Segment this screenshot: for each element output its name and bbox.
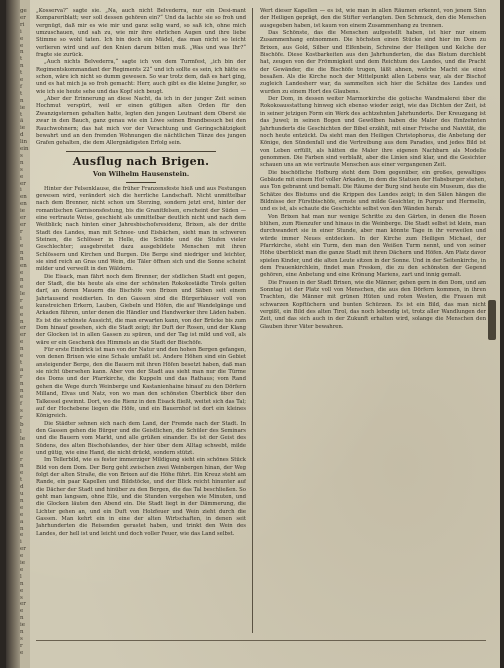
edge-fragment: d bbox=[20, 132, 24, 139]
paragraph: Für erste Eindrick ist man von der Natur und den hohen Bergen gefangen, von denen Brixen wie eine Schale umfaßt ist. Andere Höhen sind ein Gebiet ansteigender Berge, den die Bauern mit ihren Höfen besetzt haben, daß man sie nicht übersehen kann. Aber von der Stadt aus sieht man nur die Türme des Doms und der Pfarrkirche, die Kuppeln und das Rathaus; vom Rand gehen die Wege durch Weinberge und Kastanienhaine hinauf zu den Dörfern Milland, Elvas und Natz, von wo man den schönsten Überblick über den Talkessel gewinnt. Dort, wo die Rienz in den Eisack fließt, weitet sich das Tal; auf der Hochebene liegen die Höfe, und ein Bauernhof ist dort ein kleines Königreich. bbox=[36, 347, 246, 420]
title-rule bbox=[126, 182, 156, 183]
paragraph: Die Eisack, man fährt noch dem Brenner, der südlichen Stadt ent gegen, der Stadt, die bis heute als eine der schönsten Rokokostädte Tirols gelten darf, an deren Mauern die Bischöfe von Brixen und Säben seit einem Jahrtausend residierten. In den Gassen sind die Bürgerhäuser voll von kunstreichen Erkern, Lauben, Giebeln und Höfen, die auf Wandelgänge und Arkaden führen, unter denen die Händler und Handwerker ihre Läden haben. Es ist die schönste Aussicht, die man erwarten kann, von der Brücke bis zum Dom hinauf gesehen, sich die Stadt zeigt; ihr Duft der Rosen, und der Klang der Glocken ist in allen Gassen zu spüren, und der Tag ist mild und voll, als wäre er ein Geschenk des Himmels an die Stadt der Bischöfe. bbox=[36, 273, 246, 346]
footer-rule bbox=[36, 640, 486, 651]
paragraph: Die bischöfliche Hofburg steht dem Dom gegenüber, ein großes, gewaltiges Gebäude mit einem Hof voller Arkaden, in dem die Statuen der Habsburger stehen, aus Ton gebrannt und bemalt. Die Räume der Burg sind heute ein Museum, das die Schätze des Bistums und die Krippen des Landes zeigt; in den Sälen hängen die Bildnisse der Fürstbischöfe, ernste und milde Gesichter, in Purpur und Hermelin, und es ist, als schaute die Geschichte selbst von den Wänden herab. bbox=[260, 169, 486, 213]
edge-fragment: le bbox=[20, 435, 26, 442]
edge-fragment: f bbox=[20, 83, 23, 90]
edge-fragment: n bbox=[20, 442, 24, 449]
edge-fragment: n bbox=[20, 63, 24, 70]
paragraph: Der Dom, in dessen weiter Marmorkirche die gotische Wandmalerei über die Rokokoausstattung hinweg sich ebenso wieder zeigt, wie das Dichten der Zeit, ist in seiner jetzigen Form ein Werk des achtzehnten Jahrhunderts. Der Kreuzgang ist das Juwel; in seinen Bogen und Gewölben haben die Maler des fünfzehnten Jahrhunderts die Geschichten der Bibel erzählt, mit einer Frische und Naivität, die noch heute entzückt. Da sieht man den Heiligen Christophorus, die Anbetung der Könige, den Sündenfall und die Vertreibung aus dem Paradies, und jedes Bild ist von Leben erfüllt, als hätten die Maler ihre eigenen Nachbarn als Modelle genommen. Die Farben sind verblaßt, aber die Linien sind klar, und die Gesichter schauen uns an wie vertraute Menschen aus einer vergangenen Zeit. bbox=[260, 96, 486, 169]
edge-fragment: r bbox=[20, 297, 23, 304]
edge-fragment: e bbox=[20, 587, 24, 594]
edge-fragment: e bbox=[20, 504, 24, 511]
edge-fragment: b bbox=[20, 422, 24, 428]
edge-fragment: e bbox=[20, 311, 24, 318]
edge-fragment: s bbox=[20, 408, 23, 415]
edge-fragment: t bbox=[20, 359, 23, 366]
edge-fragment: e bbox=[20, 553, 24, 560]
edge-fragment: l bbox=[20, 573, 22, 580]
edge-fragment: en bbox=[20, 263, 27, 270]
edge-fragment: e bbox=[20, 511, 24, 518]
edge-fragment: e bbox=[20, 242, 24, 249]
page-tab bbox=[488, 300, 496, 340]
edge-fragment: er bbox=[20, 332, 26, 339]
edge-fragment: e bbox=[20, 339, 24, 346]
edge-fragment: f bbox=[20, 401, 23, 408]
paragraph: „Aber der Erinnerung an diese Nacht, da ich in der junger Zeit seinen Hochmut verspürt, weil er einen gültigen alten Orden für den Zwanzigsternen gehalten hatte, legten den jungen Leutnant dem Oberst sie zwar in den Bauch, ganz genau wie ein Löwe seinen Brandbesuch bei den Rauchwohnern; das hat mich vor der Verachtung und Geringschätzigkeit bewahrt und an den fremden Wohnungen die nächtlichen Tänze des jungen Grafen gehalten, die dem Allergnädigsten Erfolg sein. bbox=[36, 96, 246, 147]
edge-fragment: ie bbox=[20, 622, 26, 629]
paragraph: Die Frauen in der Stadt Brixen, wie die Männer, gehen gern in den Dom, und am Sonntag ist der Platz voll von Menschen, die aus den Dörfern kommen, in ihren Trachten, die Männer mit grünen Hüten und roten Westen, die Frauen mit schwarzen Kopftüchern und bunten Schürzen. Es ist ein Bild, das man nicht vergißt, ein Bild des alten Tirol, das noch lebendig ist, trotz aller Wandlungen der Zeit, und das sich auch in der Zukunft erhalten wird, solange die Menschen den Glauben ihrer Väter bewahren. bbox=[260, 279, 486, 330]
edge-fragment: n bbox=[20, 380, 24, 387]
edge-fragment: u bbox=[20, 491, 24, 497]
edge-fragment: e bbox=[20, 566, 24, 573]
edge-fragment: ie bbox=[20, 125, 26, 132]
paragraph: „Auch nichts Belvederra,“ sagte ich von dem Turmfest, „ich bin der Regimentskommandant der Regiments 22“ und ich sollte es sein, ich hätte es schon, wäre ich nicht so dumm gewesen. So war trotz dem, daß es hart ging, und es hat mich ja so froh gemacht: Herr, auch gibt es die kleine Jungfer, so wie ich sie heute sehe und das Kopf sich beugt. bbox=[36, 59, 246, 95]
edge-fragment: i bbox=[20, 28, 22, 35]
edge-fragment: n bbox=[20, 256, 24, 263]
column-divider bbox=[252, 8, 253, 633]
edge-fragment: i bbox=[20, 539, 22, 546]
edge-fragment: le bbox=[20, 290, 26, 297]
left-column bbox=[36, 8, 246, 633]
article-body bbox=[36, 186, 246, 539]
edge-fragment: ie bbox=[20, 560, 26, 566]
edge-fragment: t bbox=[20, 477, 23, 484]
edge-fragment: r bbox=[20, 456, 23, 463]
edge-fragment: n bbox=[20, 580, 24, 587]
article-byline: Von Wilhelm Hausenstein. bbox=[92, 169, 190, 178]
edge-fragment: e bbox=[20, 470, 24, 477]
edge-fragment: er bbox=[20, 180, 26, 187]
edge-fragment: t bbox=[20, 70, 23, 77]
edge-fragment: en bbox=[20, 201, 27, 208]
edge-fragment: e bbox=[20, 35, 24, 42]
edge-fragment: en bbox=[20, 194, 27, 201]
edge-fragment: ie bbox=[20, 208, 26, 215]
edge-fragment: i bbox=[20, 235, 22, 242]
edge-fragment: e bbox=[20, 608, 24, 615]
edge-fragment: er bbox=[20, 215, 26, 221]
edge-fragment: e bbox=[20, 394, 24, 401]
edge-fragment: a bbox=[20, 366, 24, 373]
right-column bbox=[260, 8, 486, 633]
edge-fragment: er bbox=[20, 221, 26, 228]
edge-fragment: n bbox=[20, 159, 24, 166]
edge-fragment: s bbox=[20, 635, 23, 642]
edge-fragment: e bbox=[20, 353, 24, 359]
edge-fragment: ge bbox=[20, 8, 27, 14]
edge-fragment: n bbox=[20, 463, 24, 470]
paragraph: Wert dieser Kapellen — es ist, wie man in allen Räumen erkennt, von jenem Sinn der Heiligen geprägt, den die Stifter verlangten. Den Schmuck, den die Menschen ausgegeben haben, ist kaum von einem Zusammenhang zu trennen. bbox=[260, 8, 486, 29]
newspaper-page bbox=[6, 0, 500, 668]
edge-fragment: e bbox=[20, 449, 24, 456]
continued-story bbox=[36, 8, 246, 148]
edge-fragment: r bbox=[20, 228, 23, 235]
edge-fragment: n bbox=[20, 277, 24, 284]
edge-fragment: er bbox=[20, 14, 26, 21]
edge-fragment: e bbox=[20, 649, 24, 656]
edge-fragment: ä bbox=[20, 118, 24, 125]
edge-fragment: n bbox=[20, 97, 24, 104]
book-binding bbox=[6, 0, 20, 668]
paragraph: Das Schönste, das die Menschen aufgestellt haben, ist hier nur einem Zusammenhang entnommen. Die höchsten einen Stücke sind hier im Dom zu Brixen, aus Gold, Silber und Elfenbein, Schreine der Heiligen und Kelche der Bischöfe. Diese Kostbarkeiten aus den Jahrhunderten, die das Bistum durchlebt hat, zeugen von der Frömmigkeit und dem Reichtum des Landes, und die Pracht der Gewänder, die die Bischöfe trugen, läßt ahnen, welche Macht sie einst besaßen. Als die Kirche noch der Mittelpunkt allen Lebens war, als der Bischof zugleich Landesherr war, da sammelten sich hier die Schätze des Landes und wurden zu einem Hort des Glaubens. bbox=[260, 30, 486, 95]
edge-fragment: d bbox=[20, 484, 24, 491]
paragraph: Die Städter sehnen sich nach dem Land, der Fremde nach der Stadt. In den Gassen gehen die Bürger und die Geistlichen, die Schüler des Seminars und die Bauern vom Markt, und alle grüßen einander. Es ist der Geist des Südens, des alten Bischofslandes, der hier über dem Alltag schwebt, milde und gütig, wie eine Hand, die nicht drückt, sondern stützt. bbox=[36, 420, 246, 456]
edge-fragment: s bbox=[20, 152, 23, 159]
paragraph: „Kosserva?“ sagte sie. „Na, auch nicht Belvederra, nur ein Desi-mant Kompareriblatt; wer soll dessen gehören ein?“ Und da lachte sie so froh und vergnügt, daß mir es wie mir und ganz selig ward, so saß ich, ohne mich umzuschauen, und sah zu, wie mir ihre ehrlichen Augen und ihre liebe Stimme so wohl taten. Ich bin doch ein Mädel, das man nicht so leicht verlieren wird und auf den Knien darum bitten muß. „Was und was Ihr?“ fragte sie zurück. bbox=[36, 8, 246, 59]
edge-fragment: er bbox=[20, 546, 26, 553]
edge-fragment: e bbox=[20, 284, 24, 290]
edge-fragment: ie bbox=[20, 104, 26, 111]
article-title: Ausflug nach Brigen. bbox=[72, 154, 210, 168]
edge-fragment: r bbox=[20, 373, 23, 380]
edge-fragment: i bbox=[20, 187, 22, 194]
edge-fragment: ein bbox=[20, 146, 29, 152]
edge-fragment: n bbox=[20, 615, 24, 622]
edge-fragment: n bbox=[20, 346, 24, 353]
paragraph: Im Tellerbild, wie es fester immerziger Mildigung sieht ein schönes Stück Bild von dem Dom. Der Berg geht zwischen zwei Weinbergen hinan, der Weg folgt der alten Straße, die von Brixen auf die Höhe führt. Ein Kreuz steht am Rande, ein paar Kapellen und Bildstöcke, und der Blick reicht hinunter auf die Dächer der Stadt und hinüber zu den Bergen, die das Tal beschließen. So geht man langsam, ohne Eile, und die Stunden vergehen wie Minuten, und die Glocken läuten den Abend ein. Die Stadt liegt in der Dämmerung, die Lichter gehen an, und ein Duft von Holzfeuer und Wein zieht durch die Gassen. Man kehrt ein in eine der alten Wirtschaften, in denen seit Jahrhunderten die Reisenden gerastet haben, und trinkt den Wein des Landes, der hell ist und leicht und doch voller Feuer, wie das Land selbst. bbox=[36, 457, 246, 537]
edge-fragment: e bbox=[20, 173, 24, 180]
edge-fragment: e bbox=[20, 304, 24, 311]
edge-fragment: ri bbox=[20, 21, 25, 28]
edge-fragment: er bbox=[20, 325, 26, 332]
paragraph: Von Brixen hat man nur wenige Schritte zu den Gärten, in denen die Rosen blühen, zum Rienzufer und hinaus in die Weinberge. Die Stadt selbst ist klein, man durchwandert sie in einer Stunde, aber man könnte Tage in ihr verweilen und würde immer Neues entdecken. In der Kirche zum Heiligen Michael, der Pfarrkirche, steht ein Turm, den man den Weißen Turm nennt, und von seiner Höhe überblickt man die ganze Stadt mit ihren Dächern und Höfen. Am Platz davor spielen Kinder, und die alten Leute sitzen in der Sonne. Und in der Seitenkirche, in dem Frauenkirchlein, findet man Fresken, die zu den schönsten der Gegend gehören, eine Anbetung und eine Krönung Mariens, zart und innig gemalt. bbox=[260, 213, 486, 279]
edge-fragment: n bbox=[20, 249, 24, 256]
article-separator bbox=[66, 151, 216, 152]
edge-fragment: lin bbox=[20, 139, 28, 146]
edge-fragment: n bbox=[20, 497, 24, 504]
edge-fragment: n bbox=[20, 525, 24, 532]
edge-fragment: e bbox=[20, 532, 24, 539]
edge-fragment: e bbox=[20, 77, 24, 83]
edge-fragment: n bbox=[20, 49, 24, 56]
edge-fragment: r bbox=[20, 415, 23, 422]
edge-fragment: l bbox=[20, 428, 22, 435]
edge-fragment: e bbox=[20, 42, 24, 49]
edge-fragment: s bbox=[20, 166, 23, 173]
edge-fragment: n bbox=[20, 629, 24, 635]
edge-fragment: a bbox=[20, 518, 24, 525]
edge-fragment: t bbox=[20, 111, 23, 118]
edge-fragment: n bbox=[20, 318, 24, 325]
paragraph: Hinter der Felsenklause, die früher Franzensfeste hieß und aus Festungen gewesen wird, verändert sich die herrliche Landschaft. Nicht unmittelbar nach dem Brenner, nicht schon um Sterzing, sondern jetzt erst, hinter der romantischen Garnisonsfestung, bis die Granitfelsen, erscheint der Süden — eine vertraute Weise, geschieht als unmittelbar deutlich nicht und nach dem Weitblick; nach hinten einer Jahresbischofsresidenz, Brixen, als der dritte Stadt des Landes, man mit Schnee- und Eisbächen, sieht man in schweren Steinen, die Schlösser in Helle, die Schilde und die Stufen vieler Geschlechter; ausgebreitet dazu ausgebildete Menschen mit ihren Schlössern und Kirchen und Burgen. Die Berge sind niedriger und leichter, sie sind reich an Gras und Wein, die Täler öffnen sich und die Sonne scheint milder und verweilt in den Wäldern. bbox=[36, 185, 246, 273]
edge-fragment: t bbox=[20, 56, 23, 63]
edge-fragment: r bbox=[20, 642, 23, 649]
edge-fragment: e bbox=[20, 270, 24, 277]
edge-fragment: s bbox=[20, 594, 23, 601]
edge-fragment: t bbox=[20, 90, 23, 97]
edge-fragment: n bbox=[20, 387, 24, 394]
article-continuation bbox=[260, 8, 486, 331]
edge-fragment: er bbox=[20, 601, 26, 608]
